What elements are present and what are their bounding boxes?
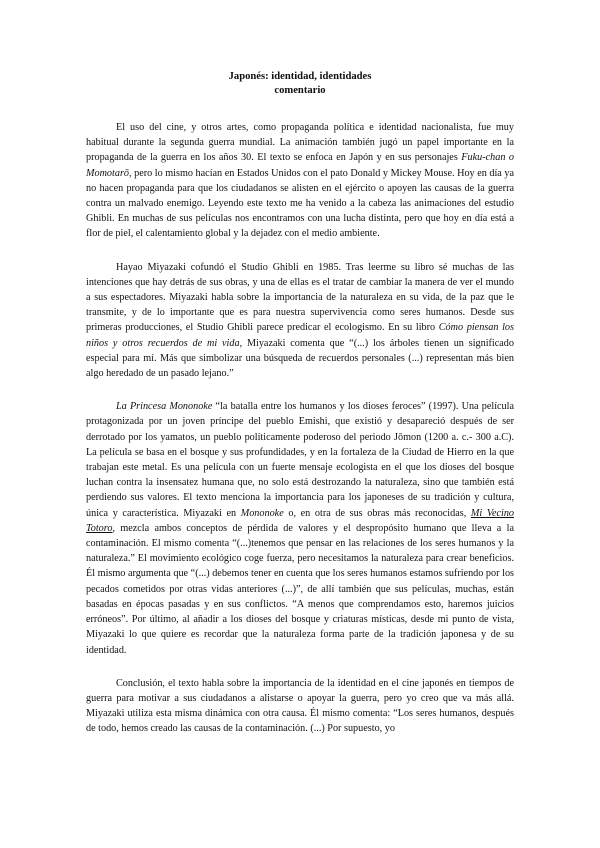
paragraph-3 [86, 399, 514, 657]
italic-title: La Princesa Mononoke [116, 401, 213, 413]
italic-title: Mononoke [240, 507, 284, 519]
italic-title: Fuku-chan o Momotarō [86, 152, 514, 179]
document-title: Japonés: identidad, identidades [228, 71, 372, 82]
text-run: , Miyazaki comenta que “(...) los árboles tienen un significado especial para mí. Más que simbolizar una búsqueda de recuerdos personales (...) representan más bien algo heredado de un pasado lejano.” [86, 337, 514, 380]
text-run: El uso del cine, y otros artes, como propaganda política e identidad nacionalista, fue muy habitual durante la segunda guerra mundial. La animación también jugó un papel importante en la propaganda de la guerra en los años 30. El texto se enfoca en Japón y en sus personajes [86, 122, 514, 164]
title-block [86, 70, 514, 98]
italic-title: Cómo piensan los niños y otros recuerdos de mi vida [86, 322, 514, 349]
italic-title: Mi Vecino Totoro [86, 507, 515, 534]
document-subtitle: comentario [274, 85, 326, 96]
text-run: , pero lo mismo hacían en Estados Unidos con el pato Donald y Mickey Mouse. Hoy en día ya no hacen propaganda para que los ciudadanos se alisten en el ejército o apoyen las causas de la guerra contra un malvado enemigo. Leyendo este texto me ha venido a la cabeza las animaciones del estudio Ghibli. En muchas de sus películas nos encontramos con una lucha distinta, pero que hoy en día está a flor de piel, el calentamiento global y la dejadez con el medio ambiente. [86, 167, 514, 240]
text-run: o, en otra de sus obras más reconocidas, [283, 507, 471, 519]
paragraph-4 [86, 676, 514, 737]
text-run: Conclusión, el texto habla sobre la importancia de la identidad en el cine japonés en tiempos de guerra para motivar a sus ciudadanos a alistarse o apoyar la guerra, pero yo creo que va más allá. Miyazaki utiliza esta misma dinámica con otra causa. Él mismo comenta: “Los seres humanos, después de todo, hemos creado las causas de la contaminación. (...) Por supuesto, yo [86, 677, 514, 735]
document-page [86, 70, 514, 737]
text-run: Hayao Miyazaki cofundó el Studio Ghibli en 1985. Tras leerme su libro sé muchas de las intenciones que hay detrás de sus obras, y una de ellas es el tratar de cambiar la manera de ver el mundo a sus espectadores. Miyazaki habla sobre la importancia de la naturaleza en su vida, de la paz que le transmite, y de lo importante que es para nuestra supervivencia como seres humanos. Desde sus primeras producciones, el Studio Ghibli parece predicar el ecologismo. En su libro [86, 261, 514, 334]
text-run: , mezcla ambos conceptos de pérdida de valores y el despropósito humano que lleva a la contaminación. El mismo comenta “(...)tenemos que pensar en las relaciones de los seres humanos y la naturaleza.” El movimiento ecológico coge fuerza, pero necesitamos la naturaleza para crear beneficios. Él mismo argumenta que “(...) debemos tener en cuenta que los seres humanos estamos sufriendo por los pecados cometidos por otras vidas anteriores (...)”, de allí también que sus películas, muchas, están basadas en épocas pasadas y en sus conflictos. “A menos que comprendamos esto, haremos juicios erróneos”. Por último, al añadir a los dioses del bosque y criaturas místicas, desde mi punto de vista, Miyazaki lo que quiere es recordar que la naturaleza forma parte de la tradición japonesa y de su identidad. [86, 522, 514, 656]
paragraph-2 [86, 260, 514, 382]
text-run: “la batalla entre los humanos y los dioses feroces” (1997). Una película protagonizada por un joven príncipe del pueblo Emishi, que existió y desapareció después de ser derrotado por los yamatos, un pueblo políticamente poderoso del periodo Jōmon (1200 a. c.- 300 a.C). La película se basa en el bosque y sus profundidades, y en la fortaleza de la Ciudad de Hierro en la que trabajan este metal. Es una película con un fuerte mensaje ecologista en el que los dioses del bosque luchan contra la insensatez humana que, no solo está destrozando la naturaleza, sino que también está perdiendo sus valores. El texto menciona la importancia para los japoneses de su tradición y cultura, única y característica. Miyazaki en [86, 401, 514, 519]
body-text [86, 120, 514, 737]
paragraph-1 [86, 120, 514, 242]
